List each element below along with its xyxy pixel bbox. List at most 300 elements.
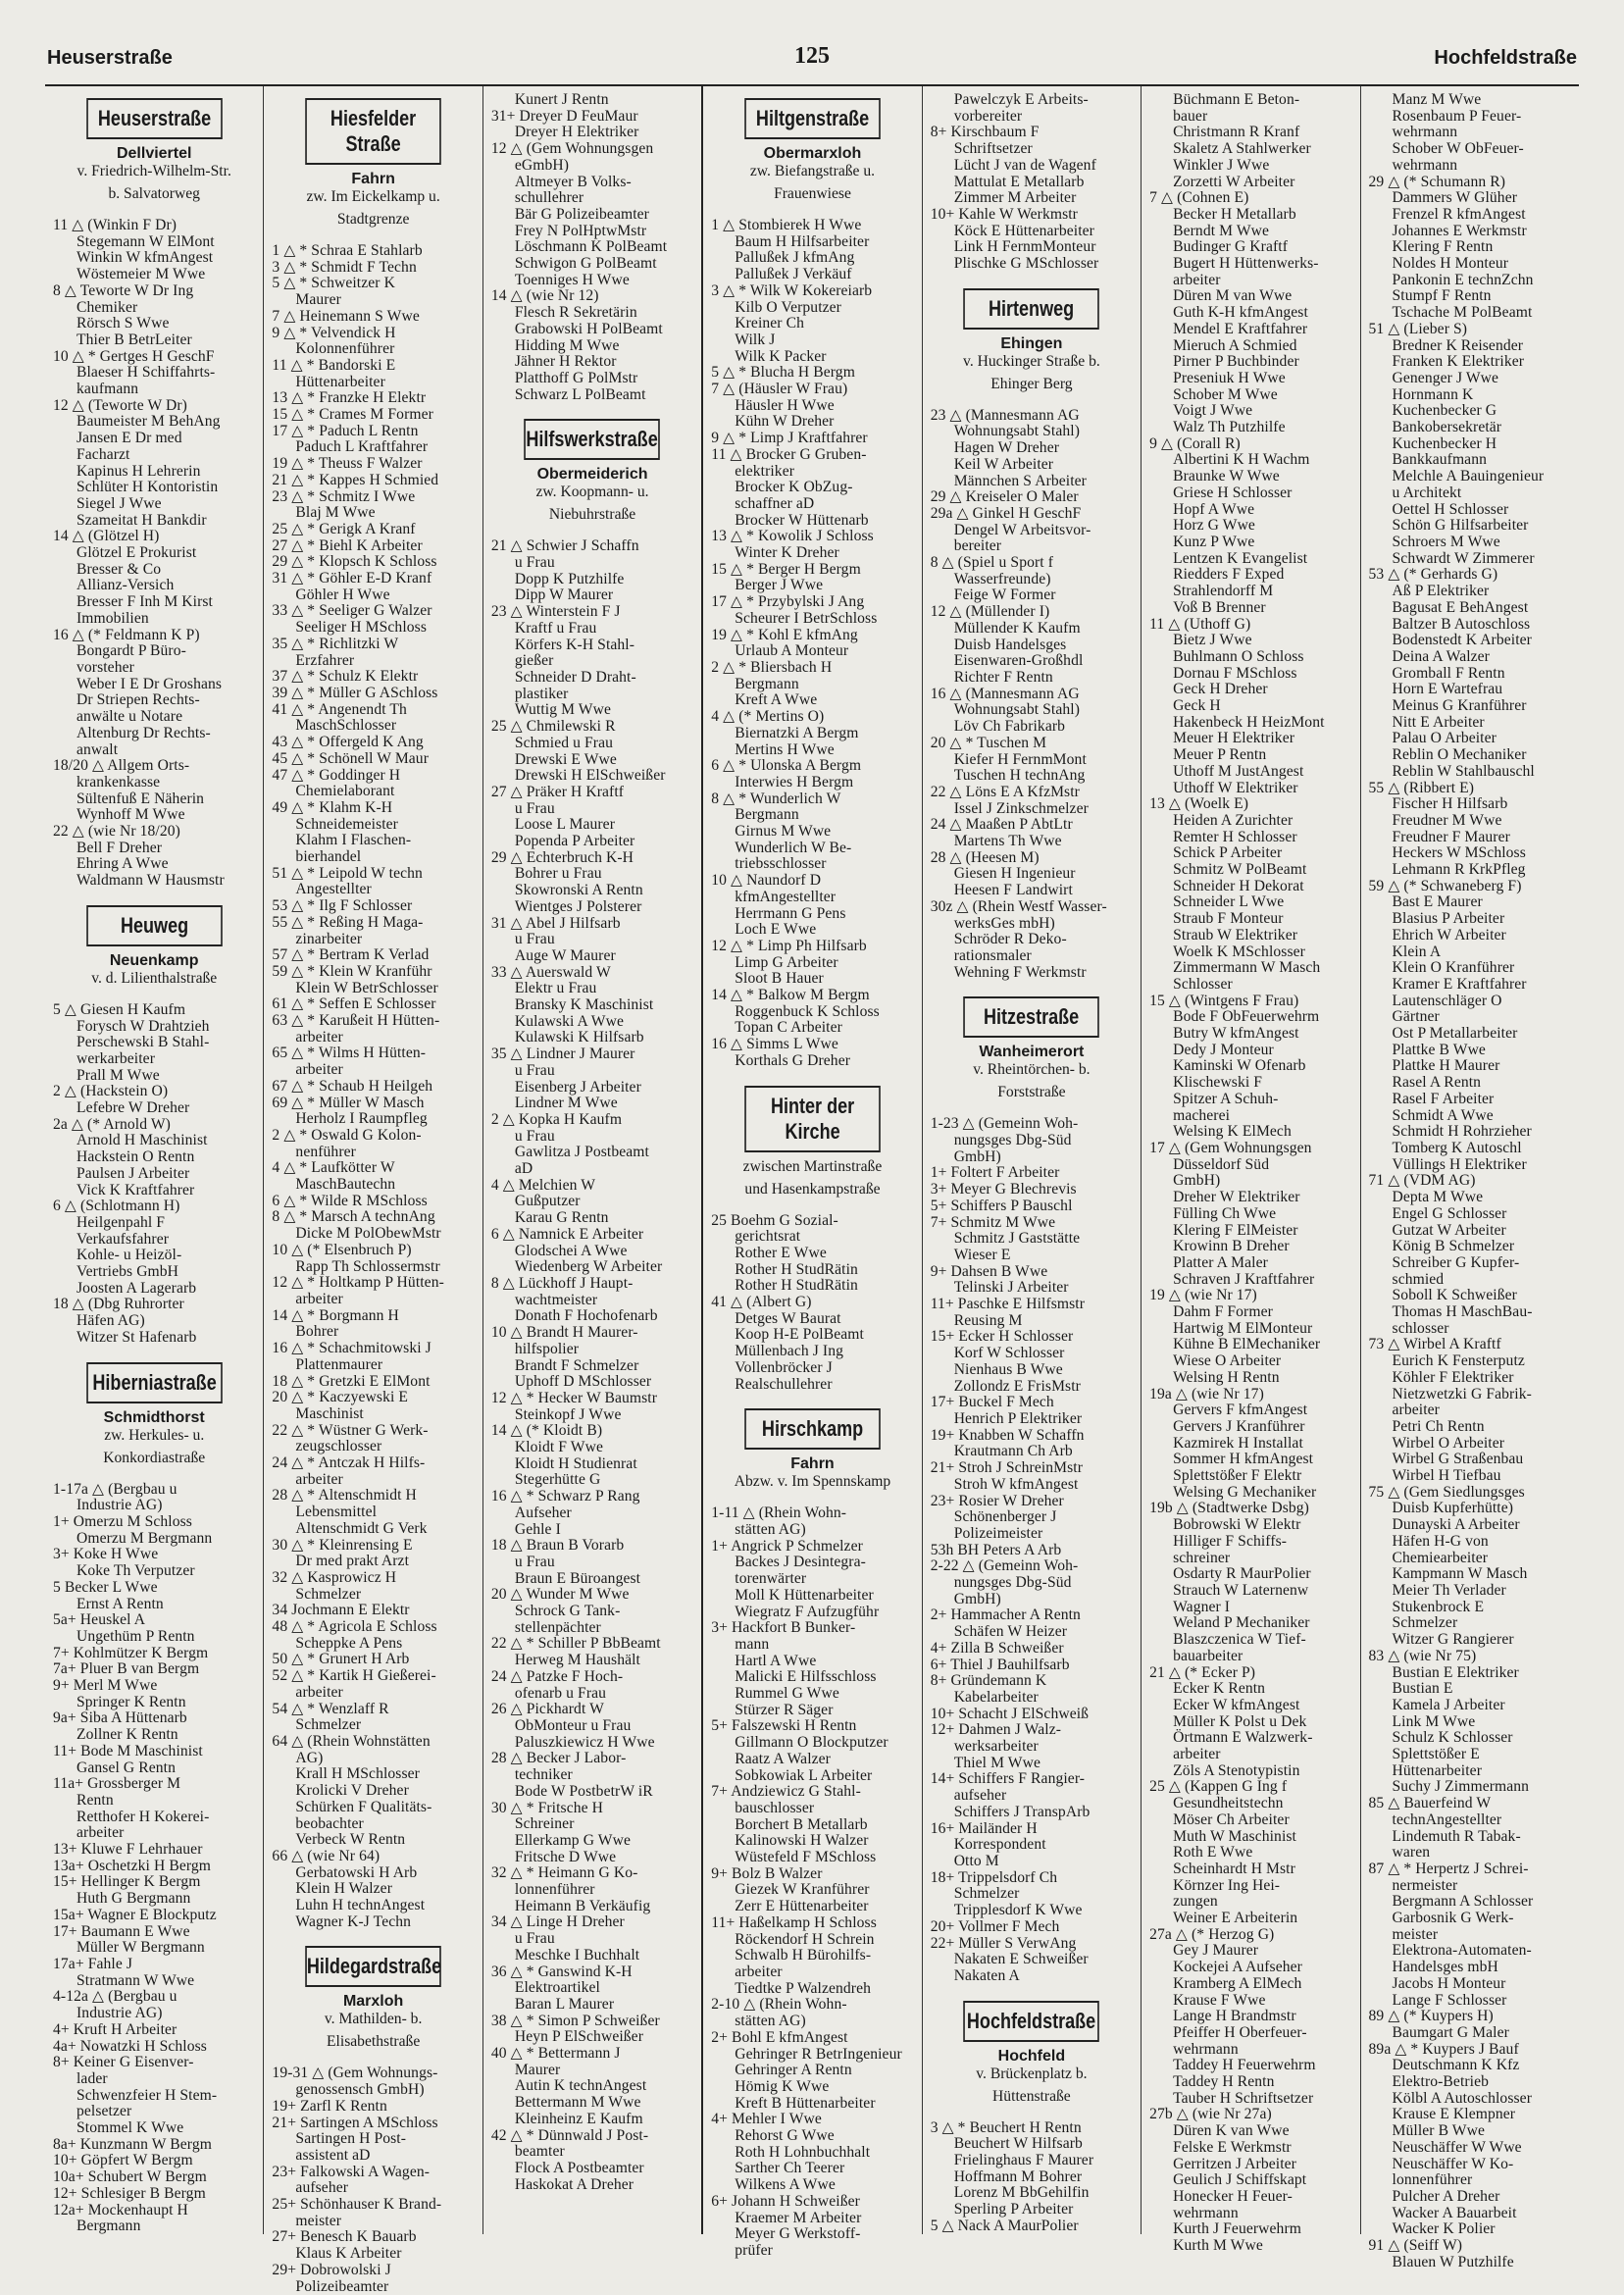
- resident-entry: Kilb O Verputzer: [735, 298, 841, 316]
- resident-entry: arbeiter: [1392, 1402, 1440, 1419]
- resident-entry: prüfer: [735, 2241, 773, 2259]
- resident-entry: Haskokat A Dreher: [514, 2175, 634, 2193]
- resident-entry: triebsschlosser: [735, 855, 827, 873]
- resident-entry: Dammers W Glüher: [1392, 189, 1518, 207]
- house-entry: 16 △ * Schachmitowski J: [272, 1340, 431, 1357]
- resident-entry: Chemielaborant: [295, 783, 395, 800]
- resident-entry: schlosser: [1392, 1319, 1449, 1337]
- resident-entry: GmbH): [953, 1148, 1001, 1165]
- resident-entry: Zollner K Rentn: [76, 1726, 178, 1744]
- resident-entry: Lehmann R KrkPfleg: [1392, 861, 1526, 879]
- resident-entry: Wasserfreunde): [953, 570, 1051, 587]
- resident-entry: Sperling P Arbeiter: [953, 2201, 1074, 2218]
- house-entry: 1-11 △ (Rhein Wohn-: [711, 1504, 847, 1522]
- resident-entry: Hackstein O Rentn: [76, 1148, 195, 1166]
- resident-entry: Klein H Walzer: [295, 1880, 393, 1898]
- house-entry: 23 △ * Schmitz I Wwe: [272, 487, 416, 505]
- resident-entry: Bobrowski W Elektr: [1173, 1516, 1301, 1534]
- resident-entry: Sommer H kfmAngest: [1173, 1451, 1314, 1468]
- resident-entry: Kraftf u Frau: [514, 619, 597, 637]
- resident-entry: Sloot B Hauer: [735, 970, 824, 988]
- resident-entry: Häusler H Wwe: [735, 396, 835, 414]
- house-entry: 5 △ Giesen H Kaufm: [53, 1000, 186, 1018]
- resident-entry: Meier Th Verlader: [1392, 1581, 1506, 1599]
- resident-entry: Kunert J Rentn: [514, 91, 609, 108]
- resident-entry: lonnenführer: [1392, 2171, 1473, 2189]
- resident-entry: Woelk K MSchlosser: [1173, 943, 1305, 960]
- resident-entry: Detges W Baurat: [735, 1309, 841, 1327]
- house-entry: 1 △ Stombierek H Wwe: [711, 217, 862, 233]
- house-entry: 29 △ (* Schumann R): [1368, 173, 1506, 190]
- resident-entry: arbeiter: [295, 1683, 343, 1701]
- resident-entry: Melchle A Bauingenieur: [1392, 468, 1545, 485]
- resident-entry: Schraven J Kraftfahrer: [1173, 1270, 1315, 1288]
- house-entry: 22 △ * Schiller P BbBeamt: [490, 1635, 661, 1653]
- resident-entry: Dedy J Monteur: [1173, 1041, 1274, 1058]
- resident-entry: Witzer St Hafenarb: [76, 1328, 197, 1346]
- column-7: [1361, 86, 1579, 2270]
- street-heading: Heuweg: [86, 905, 223, 946]
- resident-entry: Deina A Walzer: [1392, 647, 1490, 665]
- resident-entry: Welsing K ElMech: [1173, 1123, 1292, 1141]
- house-entry: 37 △ * Schulz K Elektr: [272, 668, 419, 686]
- house-entry: 23+ Falkowski A Wagen-: [272, 2163, 431, 2180]
- resident-entry: Paduch L Kraftfahrer: [295, 438, 429, 456]
- resident-entry: Wagner I: [1173, 1598, 1231, 1615]
- column-1: [45, 86, 264, 2234]
- house-entry: 8a+ Kunzmann W Bergm: [53, 2135, 212, 2153]
- resident-entry: Bietz J Wwe: [1173, 632, 1252, 649]
- house-entry: 19 △ (wie Nr 17): [1149, 1287, 1257, 1304]
- house-entry: 19+ Knabben W Schaffn: [930, 1426, 1085, 1444]
- resident-entry: Bankkaufmann: [1392, 451, 1487, 469]
- resident-entry: Moll K Hüttenarbeiter: [735, 1586, 874, 1604]
- resident-entry: Reblin W Stahlbauschl: [1392, 762, 1535, 780]
- resident-entry: Hagen W Dreher: [953, 439, 1060, 457]
- house-entry: 18+ Trippelsdorf Ch: [930, 1868, 1058, 1886]
- resident-entry: Heimann B Verkäufig: [514, 1897, 651, 1914]
- resident-entry: Biernatzki A Bergm: [735, 724, 859, 741]
- resident-entry: Popenda P Arbeiter: [514, 833, 635, 850]
- resident-entry: Issel J Zinkschmelzer: [953, 799, 1089, 817]
- house-entry: 12 △ * Limp Ph Hilfsarb: [711, 937, 867, 954]
- resident-entry: Hornmann K: [1392, 385, 1474, 403]
- house-entry: 13 △ * Kowolik J Schloss: [711, 528, 874, 545]
- resident-entry: nenführer: [295, 1143, 356, 1160]
- resident-entry: Immobilien: [76, 609, 149, 627]
- resident-entry: Rehorst G Wwe: [735, 2127, 835, 2145]
- resident-entry: Tuschen H technAng: [953, 767, 1086, 785]
- resident-entry: Glodschei A Wwe: [514, 1242, 628, 1259]
- house-entry: 23 △ Winterstein F J: [490, 603, 621, 621]
- resident-entry: Schneidemeister: [295, 815, 398, 833]
- house-entry: 11 △ Brocker G Gruben-: [711, 445, 867, 463]
- section-gap: [931, 981, 1133, 991]
- house-entry: 10+ Schacht J ElSchweiß: [930, 1705, 1090, 1722]
- resident-entry: Duisb Handelsges: [953, 636, 1067, 653]
- resident-entry: wehrmann: [1392, 156, 1458, 174]
- resident-entry: arbeiter: [1173, 1746, 1221, 1763]
- directory-page: [45, 84, 1579, 2295]
- resident-entry: Platthoff G PolMstr: [514, 369, 638, 386]
- resident-entry: aufseher: [295, 2179, 349, 2197]
- resident-entry: Gußputzer: [514, 1193, 581, 1210]
- resident-entry: eGmbH): [514, 156, 570, 174]
- house-entry: 12 △ (Gem Wohnungsgen: [490, 140, 654, 158]
- resident-entry: Link H FernmMonteur: [953, 238, 1096, 256]
- resident-entry: Wiedenberg W Arbeiter: [514, 1258, 663, 1276]
- house-entry: 51 △ * Leipold W techn: [272, 864, 423, 882]
- resident-entry: Interwies H Bergm: [735, 773, 854, 790]
- resident-entry: MaschSchlosser: [295, 717, 397, 735]
- resident-entry: Giezek W Kranführer: [735, 1881, 870, 1899]
- house-entry: 30 △ * Fritsche H: [490, 1799, 604, 1816]
- resident-entry: Roth H Lohnbuchhalt: [735, 2143, 871, 2161]
- resident-entry: Martens Th Wwe: [953, 833, 1062, 850]
- resident-entry: Gervers F kfmAngest: [1173, 1402, 1308, 1419]
- resident-entry: Uthoff M JustAngest: [1173, 762, 1304, 780]
- house-entry: 64 △ (Rhein Wohnstätten: [272, 1732, 431, 1750]
- street-extent: v. Friedrich-Wilhelm-Str.: [76, 163, 231, 179]
- resident-entry: Buhlmann O Schloss: [1173, 647, 1304, 665]
- resident-entry: Industrie AG): [76, 2005, 163, 2022]
- house-entry: 14 △ * Balkow M Bergm: [711, 987, 870, 1004]
- resident-entry: waren: [1392, 1844, 1431, 1862]
- resident-entry: Wirbel H Tiefbau: [1392, 1467, 1501, 1485]
- resident-entry: Klischewski F: [1173, 1074, 1263, 1092]
- resident-entry: Rother E Wwe: [735, 1244, 827, 1261]
- resident-entry: Plattke H Maurer: [1392, 1057, 1500, 1075]
- resident-entry: Steinkopf J Wwe: [514, 1405, 622, 1423]
- resident-entry: Flesch R Sekretärin: [514, 304, 637, 322]
- resident-entry: Stumpf F Rentn: [1392, 287, 1492, 305]
- house-entry: 1+ Foltert F Arbeiter: [930, 1164, 1060, 1182]
- resident-entry: Büchmann E Beton-: [1173, 91, 1300, 108]
- resident-entry: elektriker: [735, 462, 795, 480]
- resident-entry: nungsges Dbg-Süd: [953, 1574, 1072, 1592]
- resident-entry: Wüstefeld F MSchloss: [735, 1849, 877, 1866]
- house-entry: 31 △ Abel J Hilfsarb: [490, 914, 621, 932]
- resident-entry: Geck H: [1173, 697, 1221, 715]
- resident-entry: Dunayski A Arbeiter: [1392, 1516, 1520, 1534]
- house-entry: 18 △ (Dbg Ruhrorter: [53, 1296, 184, 1313]
- resident-entry: Müller B Wwe: [1392, 2122, 1485, 2140]
- resident-entry: wachtmeister: [514, 1291, 598, 1308]
- house-entry: 2 △ * Oswald G Kolon-: [272, 1126, 422, 1144]
- house-entry: 3+ Meyer G Blechrevis: [930, 1181, 1077, 1198]
- resident-entry: Prall M Wwe: [76, 1066, 160, 1084]
- resident-entry: Wacker K Polier: [1392, 2220, 1496, 2238]
- resident-entry: Köck E Hüttenarbeiter: [953, 222, 1094, 239]
- resident-entry: Kuchenbecker H: [1392, 434, 1497, 452]
- resident-entry: Dr med prakt Arzt: [295, 1553, 410, 1570]
- resident-entry: Horz G Wwe: [1173, 517, 1255, 535]
- resident-entry: Schmelzer: [953, 1885, 1020, 1903]
- street-extent: Frauenwiese: [774, 185, 851, 202]
- street-heading: Hitzestraße: [964, 996, 1100, 1038]
- house-entry: 71 △ (VDM AG): [1368, 1172, 1476, 1190]
- resident-entry: Altenschmidt G Verk: [295, 1519, 428, 1537]
- street-extent: Abzw. v. Im Spennskamp: [734, 1473, 891, 1491]
- resident-entry: meister: [295, 2212, 342, 2229]
- house-entry: 85 △ Bauerfeind W: [1368, 1795, 1492, 1812]
- house-entry: 29 △ Echterbruch K-H: [490, 848, 634, 866]
- resident-entry: Zerr E Hüttenarbeiter: [735, 1898, 869, 1915]
- resident-entry: Ehring A Wwe: [76, 855, 169, 873]
- house-entry: 19 △ * Kohl E kfmAng: [711, 626, 858, 643]
- resident-entry: Rapp Th Schlossermstr: [295, 1257, 440, 1275]
- page-number: 125: [794, 43, 830, 69]
- house-entry: 35 △ Lindner J Maurer: [490, 1046, 635, 1063]
- resident-entry: Herweg M Haushält: [514, 1652, 640, 1669]
- resident-entry: GmbH): [953, 1590, 1001, 1607]
- street-extent: v. Brückenplatz b.: [976, 2065, 1088, 2082]
- resident-entry: technAngestellter: [1392, 1810, 1502, 1828]
- resident-entry: Blaj M Wwe: [295, 504, 376, 522]
- house-entry: 10 △ Brandt H Maurer-: [490, 1324, 638, 1342]
- resident-entry: Hakenbeck H HeizMont: [1173, 713, 1325, 731]
- resident-entry: Otto M: [953, 1852, 999, 1869]
- resident-entry: Straub F Monteur: [1173, 910, 1284, 928]
- resident-entry: Hartwig M ElMonteur: [1173, 1319, 1313, 1337]
- resident-entry: Bell F Dreher: [76, 839, 163, 856]
- resident-entry: stätten AG): [735, 2013, 806, 2030]
- resident-entry: Kreiner Ch: [735, 315, 804, 332]
- resident-entry: Verbeck W Rentn: [295, 1831, 406, 1849]
- resident-entry: Strahlendorff M: [1173, 583, 1274, 600]
- street-extent: v. Rheintörchen- b.: [973, 1061, 1091, 1079]
- house-entry: 7+ Kohlmützer K Bergm: [53, 1644, 209, 1661]
- resident-entry: Baum H Hilfsarbeiter: [735, 232, 870, 250]
- resident-entry: Lücht J van de Wagenf: [953, 156, 1096, 174]
- resident-entry: Schwalb H Bürohilfs-: [735, 1947, 872, 1964]
- resident-entry: Schiffers J TranspArb: [953, 1803, 1091, 1820]
- resident-entry: Sültenfuß E Näherin: [76, 790, 205, 807]
- resident-entry: Bredner K Reisender: [1392, 336, 1524, 354]
- resident-entry: bereiter: [953, 537, 1002, 555]
- resident-entry: Stratmann W Wwe: [76, 1971, 195, 1989]
- resident-entry: Wacker A Bauarbeit: [1392, 2204, 1517, 2221]
- resident-entry: Grabowski H PolBeamt: [514, 320, 663, 337]
- resident-entry: vorbereiter: [953, 107, 1023, 125]
- street-heading: Hilfswerkstraße: [525, 419, 661, 460]
- resident-entry: Preseniuk H Wwe: [1173, 369, 1286, 386]
- resident-entry: Industrie AG): [76, 1497, 163, 1514]
- resident-entry: Elektro-Betrieb: [1392, 2073, 1490, 2091]
- resident-entry: Loose L Maurer: [514, 816, 615, 834]
- house-entry: 9 △ (Corall R): [1149, 434, 1241, 452]
- resident-entry: arbeiter: [295, 1470, 343, 1488]
- resident-entry: Walz Th Putzhilfe: [1173, 419, 1286, 436]
- house-entry: 2-22 △ (Gemeinn Woh-: [930, 1557, 1079, 1575]
- resident-entry: Griese H Schlosser: [1173, 484, 1293, 501]
- house-entry: 19-31 △ (Gem Wohnungs-: [272, 2065, 438, 2082]
- house-entry: 48 △ * Agricola E Schloss: [272, 1618, 437, 1636]
- street-extent: Konkordiastraße: [103, 1449, 206, 1466]
- resident-entry: Gawlitza J Postbeamt: [514, 1144, 649, 1161]
- resident-entry: Bettermann M Wwe: [514, 2094, 641, 2112]
- resident-entry: bauer: [1173, 107, 1208, 125]
- resident-entry: Gesundheitstechn: [1173, 1795, 1284, 1812]
- resident-entry: Kulawski K Hilfsarb: [514, 1029, 644, 1046]
- resident-entry: Blauen W Putzhilfe: [1392, 2253, 1514, 2270]
- house-entry: 59 △ (* Schwaneberg F): [1368, 877, 1522, 894]
- resident-entry: MaschBautechn: [295, 1176, 396, 1194]
- resident-entry: Skowronski A Rentn: [514, 882, 643, 899]
- house-entry: 29 △ Kreiseler O Maler: [930, 488, 1079, 506]
- resident-entry: pelsetzer: [76, 2103, 132, 2120]
- resident-entry: Göhler H Wwe: [295, 586, 390, 603]
- house-entry: 1-17a △ (Bergbau u: [53, 1480, 178, 1498]
- resident-entry: Scheurer I BetrSchloss: [735, 609, 878, 627]
- house-entry: 47 △ * Goddinger H: [272, 766, 401, 784]
- resident-entry: Genenger J Wwe: [1392, 369, 1499, 386]
- resident-entry: Möser Ch Arbeiter: [1173, 1810, 1290, 1828]
- house-entry: 91 △ (Seiff W): [1368, 2237, 1463, 2255]
- resident-entry: werksarbeiter: [953, 1738, 1039, 1756]
- resident-entry: Kurth M Wwe: [1173, 2237, 1263, 2255]
- resident-entry: ofenarb u Frau: [514, 1684, 607, 1702]
- house-entry: 12+ Schlesiger B Bergm: [53, 2184, 206, 2202]
- resident-entry: Hilliger F Schiffs-: [1173, 1532, 1288, 1550]
- resident-entry: u Frau: [514, 931, 555, 948]
- house-entry: 29 △ * Klopsch K Schloss: [272, 553, 437, 571]
- house-entry: 32 △ * Heimann G Ko-: [490, 1864, 638, 1882]
- resident-entry: arbeiter: [1173, 271, 1221, 288]
- resident-entry: Voigt J Wwe: [1173, 402, 1253, 420]
- street-heading: Hiesfelder Straße: [305, 98, 441, 165]
- house-entry: 8+ Keiner G Eisenver-: [53, 2054, 194, 2071]
- resident-entry: Spitzer A Schuh-: [1173, 1090, 1279, 1107]
- resident-entry: Lentzen K Evangelist: [1173, 549, 1308, 567]
- house-entry: 5+ Schiffers P Bauschl: [930, 1197, 1073, 1214]
- house-entry: 2+ Bohl E kfmAngest: [711, 2028, 848, 2046]
- street-extent: Hüttenstraße: [992, 2087, 1071, 2105]
- house-entry: 6 △ * Wilde R MSchloss: [272, 1192, 428, 1209]
- resident-entry: Kazmirek H Installat: [1173, 1434, 1303, 1452]
- resident-entry: rationsmaler: [953, 946, 1032, 964]
- resident-entry: Remter H Schlosser: [1173, 828, 1297, 845]
- house-entry: 29+ Dobrowolski J: [272, 2261, 391, 2278]
- resident-entry: Christmann R Kranf: [1173, 124, 1300, 141]
- district-name: Fahrn: [790, 1455, 835, 1473]
- resident-entry: Schön G Hilfsarbeiter: [1392, 517, 1529, 535]
- resident-entry: Kamela J Arbeiter: [1392, 1696, 1505, 1713]
- resident-entry: Koop H-E PolBeamt: [735, 1326, 864, 1344]
- street-heading: Heuserstraße: [86, 98, 223, 139]
- resident-entry: Bast E Maurer: [1392, 893, 1483, 911]
- street-extent: Elisabethstraße: [327, 2033, 421, 2051]
- resident-entry: aD: [514, 1160, 533, 1178]
- resident-entry: kfmAngestellter: [735, 888, 837, 905]
- house-entry: 13 △ (Woelk E): [1149, 795, 1249, 813]
- resident-entry: Kloidt F Wwe: [514, 1439, 603, 1456]
- house-entry: 63 △ * Karußeit H Hütten-: [272, 1012, 440, 1030]
- resident-entry: Stegemann W ElMont: [76, 232, 215, 250]
- house-entry: 66 △ (wie Nr 64): [272, 1847, 381, 1864]
- house-entry: 23 △ (Mannesmann AG: [930, 406, 1080, 424]
- house-entry: 53 △ (* Gerhards G): [1368, 566, 1498, 584]
- house-entry: 8 △ * Wunderlich W: [711, 790, 841, 807]
- resident-entry: Krause F Wwe: [1173, 1991, 1266, 2009]
- resident-entry: Telinski J Arbeiter: [953, 1279, 1069, 1297]
- resident-entry: Winkler J Wwe: [1173, 156, 1270, 174]
- house-entry: 16 △ Simms L Wwe: [711, 1036, 838, 1053]
- resident-entry: Omerzu M Bergmann: [76, 1529, 213, 1547]
- resident-entry: Ecker W kfmAngest: [1173, 1696, 1300, 1713]
- resident-entry: Schulz K Schlosser: [1392, 1729, 1513, 1747]
- resident-entry: Nakaten E Schweißer: [953, 1951, 1089, 1968]
- house-entry: 14 △ * Borgmann H: [272, 1306, 399, 1324]
- resident-entry: Auge W Maurer: [514, 946, 616, 964]
- house-entry: 17 △ * Przybylski J Ang: [711, 593, 865, 611]
- resident-entry: Joosten A Lagerarb: [76, 1279, 197, 1297]
- section-gap: [711, 1393, 913, 1402]
- street-extent: v. Mathilden- b.: [324, 2011, 423, 2028]
- house-entry: 24 △ Patzke F Hoch-: [490, 1667, 624, 1685]
- resident-entry: Heilgenpahl F: [76, 1213, 166, 1231]
- resident-entry: Krolicki V Dreher: [295, 1782, 409, 1800]
- resident-entry: Zollondz E FrisMstr: [953, 1377, 1081, 1395]
- resident-entry: Kramer E Kraftfahrer: [1392, 975, 1527, 993]
- house-entry: 26 △ Pickhardt W: [490, 1701, 604, 1718]
- resident-entry: Arnold H Maschinist: [76, 1132, 208, 1149]
- street-extent: und Hasenkampstraße: [744, 1180, 881, 1198]
- resident-entry: Baltzer B Autoschloss: [1392, 615, 1531, 633]
- street-heading: Hochfeldstraße: [964, 2001, 1100, 2042]
- resident-entry: kaufmann: [76, 381, 139, 398]
- house-entry: 27a △ (* Herzog G): [1149, 1925, 1275, 1943]
- resident-entry: Skaletz A Stahlwerker: [1173, 140, 1311, 158]
- resident-entry: Guth K-H kfmAngest: [1173, 304, 1308, 322]
- resident-entry: Kloidt H Studienrat: [514, 1454, 637, 1472]
- resident-entry: Schlüter H Kontoristin: [76, 479, 219, 496]
- resident-entry: Pankonin E technZchn: [1392, 271, 1534, 288]
- house-entry: 5+ Falszewski H Rentn: [711, 1717, 857, 1735]
- resident-entry: Flock A Postbeamter: [514, 2159, 644, 2176]
- resident-entry: Wehning F Werkmstr: [953, 963, 1087, 981]
- resident-entry: Donath F Hochofenarb: [514, 1307, 658, 1325]
- house-entry: 10 △ * Gertges H GeschF: [53, 347, 215, 365]
- resident-entry: Wientges J Polsterer: [514, 897, 642, 915]
- resident-entry: Nakaten A: [953, 1966, 1020, 1984]
- resident-entry: Wieser E: [953, 1246, 1011, 1263]
- house-entry: 14 △ (Glötzel H): [53, 528, 160, 545]
- resident-entry: Korthals G Dreher: [735, 1051, 851, 1069]
- resident-entry: Johannes E Werkmstr: [1392, 222, 1527, 239]
- resident-entry: torenwärter: [735, 1570, 807, 1588]
- resident-entry: beamter: [514, 2143, 565, 2161]
- district-name: Dellviertel: [116, 145, 192, 162]
- resident-entry: Zöls A Stenotypistin: [1173, 1761, 1300, 1779]
- resident-entry: Gromball F Rentn: [1392, 664, 1505, 682]
- resident-entry: Meyer G Werkstoff-: [735, 2225, 861, 2243]
- resident-entry: Jansen E Dr med: [76, 430, 182, 447]
- resident-entry: Schwigon G PolBeamt: [514, 255, 657, 273]
- resident-entry: Schroers M Wwe: [1392, 533, 1500, 550]
- resident-entry: Becker H Metallarb: [1173, 205, 1296, 223]
- house-entry: 17+ Buckel F Mech: [930, 1394, 1054, 1411]
- resident-entry: Schmitz W PolBeamt: [1173, 861, 1307, 879]
- resident-entry: Voß B Brenner: [1173, 598, 1266, 616]
- house-entry: 16 △ (* Feldmann K P): [53, 626, 200, 643]
- resident-entry: Angestellter: [295, 881, 372, 898]
- resident-entry: Facharzt: [76, 445, 130, 463]
- resident-entry: Schober W ObFeuer-: [1392, 140, 1524, 158]
- house-entry: 31 △ * Göhler E-D Kranf: [272, 570, 432, 587]
- resident-entry: Schmitz J Gaststätte: [953, 1230, 1081, 1248]
- resident-entry: Körfers K-H Stahl-: [514, 636, 635, 653]
